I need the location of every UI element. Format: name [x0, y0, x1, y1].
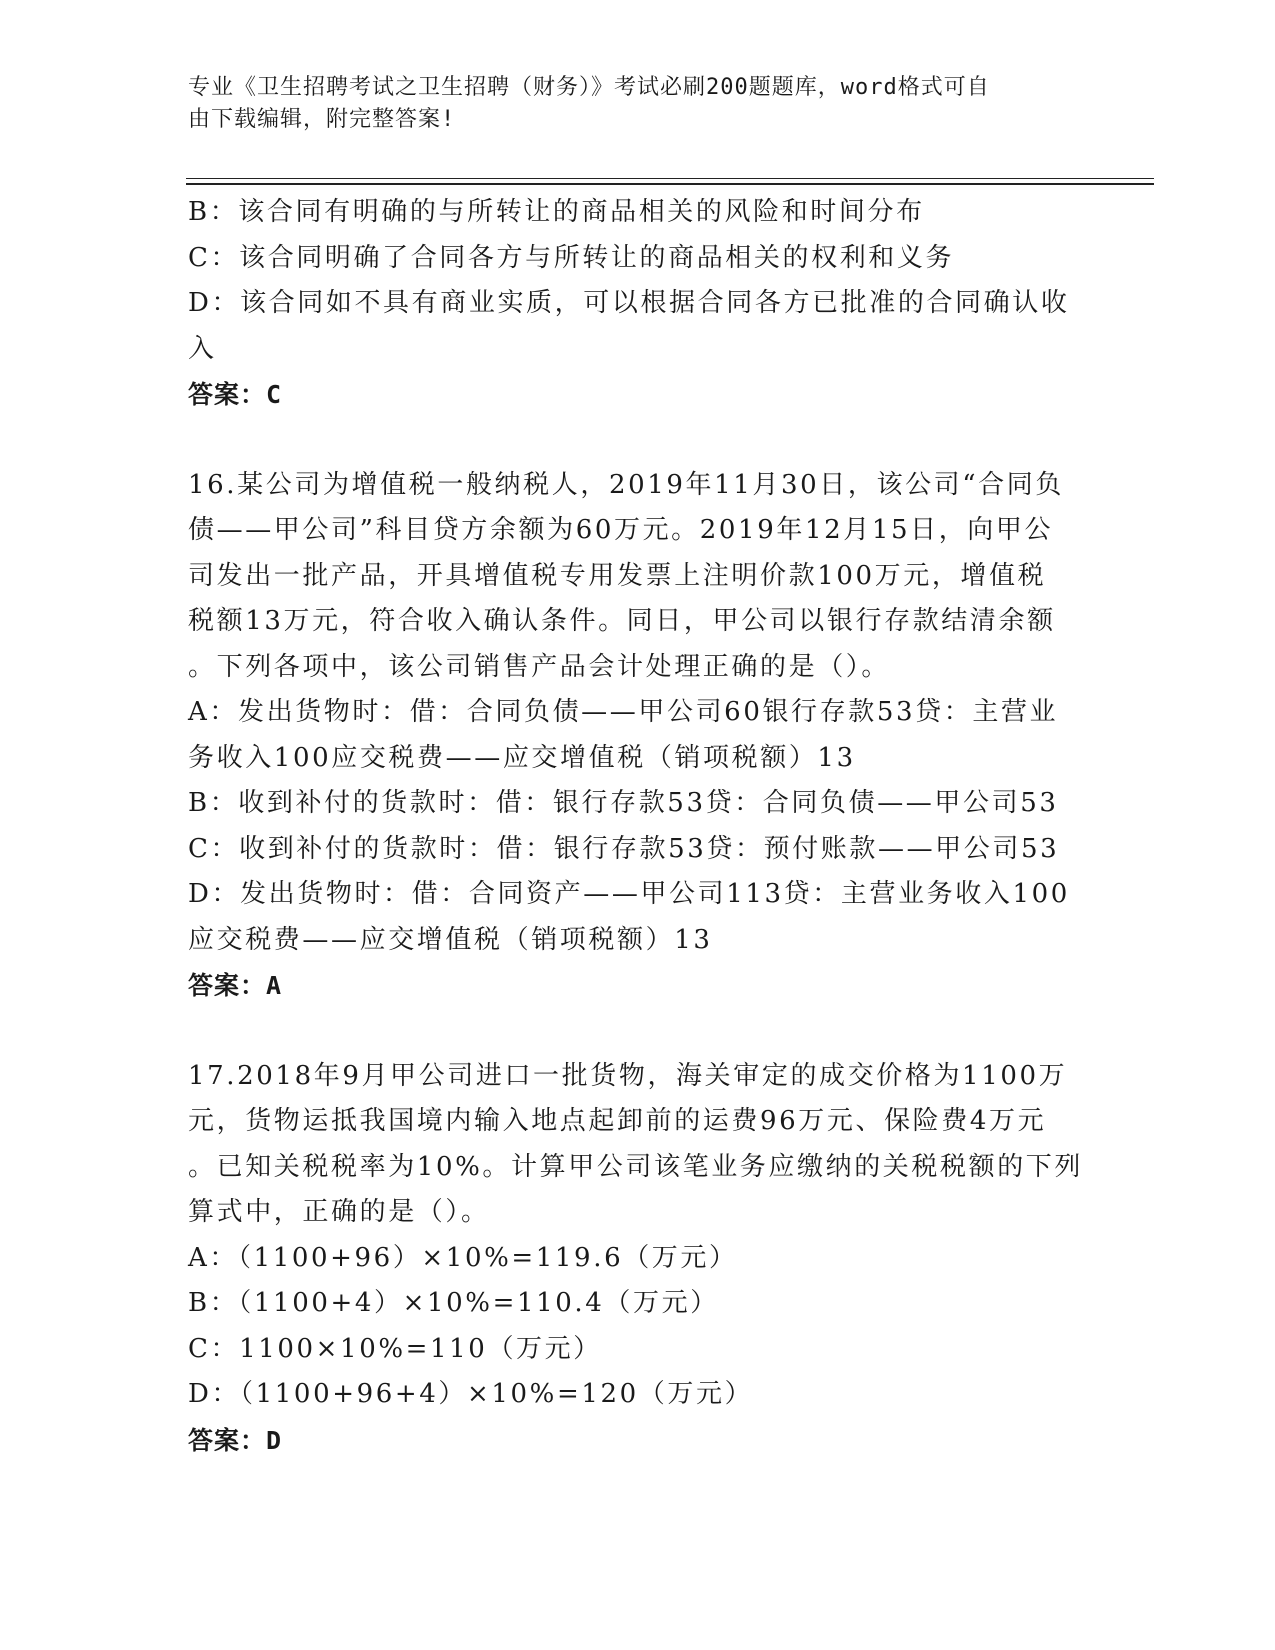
header-rule-thick — [186, 183, 1154, 185]
q17-option-d: D：（1100+96+4）×10%=120（万元） — [188, 1379, 754, 1409]
q17-stem-line-2: 元，货物运抵我国境内输入地点起卸前的运费96万元、保险费4万元 — [188, 1106, 1047, 1136]
q16-stem-line-5: 。下列各项中，该公司销售产品会计处理正确的是（）。 — [188, 651, 891, 682]
q16-stem-line-3: 司发出一批产品，开具增值税专用发票上注明价款100万元，增值税 — [188, 560, 1047, 591]
q15-option-c: C：该合同明确了合同各方与所转让的商品相关的权利和义务 — [188, 242, 955, 273]
q17-stem-line-1: 17.2018年9月甲公司进口一批货物，海关审定的成交价格为1100万 — [188, 1060, 1068, 1091]
q16-option-d-line-1: D：发出货物时：借：合同资产——甲公司113贷：主营业务收入100 — [188, 879, 1070, 909]
q17-answer: 答案：D — [188, 1425, 283, 1455]
header-line-1: 专业《卫生招聘考试之卫生招聘（财务）》考试必刷200题题库，word格式可自 — [188, 75, 990, 100]
q15-option-d-line-1: D：该合同如不具有商业实质，可以根据合同各方已批准的合同确认收 — [188, 288, 1070, 318]
header-line-2: 由下载编辑，附完整答案! — [188, 107, 456, 132]
q16-option-b: B：收到补付的货款时：借：银行存款53贷：合同负债——甲公司53 — [188, 788, 1059, 818]
q17-option-c: C：1100×10%=110（万元） — [188, 1333, 602, 1364]
document-header — [188, 72, 1088, 136]
q16-option-a-line-2: 务收入100应交税费——应交增值税（销项税额）13 — [188, 742, 856, 773]
q16-option-d-line-2: 应交税费——应交增值税（销项税额）13 — [188, 924, 713, 955]
question-15 — [188, 190, 1088, 418]
q16-stem-line-1: 16.某公司为增值税一般纳税人，2019年11月30日，该公司“合同负 — [188, 469, 1064, 500]
q15-option-b: B：该合同有明确的与所转让的商品相关的风险和时间分布 — [188, 197, 925, 227]
q16-option-c: C：收到补付的货款时：借：银行存款53贷：预付账款——甲公司53 — [188, 833, 1060, 864]
q15-answer: 答案：C — [188, 380, 283, 409]
spacer — [188, 418, 1088, 463]
q17-option-a: A：（1100+96）×10%=119.6（万元） — [188, 1242, 738, 1273]
q17-stem-line-3: 。已知关税税率为10%。计算甲公司该笔业务应缴纳的关税税额的下列 — [188, 1151, 1083, 1182]
q16-option-a-line-1: A：发出货物时：借：合同负债——甲公司60银行存款53贷：主营业 — [188, 697, 1059, 727]
q17-option-b: B：（1100+4）×10%=110.4（万元） — [188, 1288, 719, 1318]
q16-stem-line-4: 税额13万元，符合收入确认条件。同日，甲公司以银行存款结清余额 — [188, 606, 1056, 636]
question-17 — [188, 1054, 1088, 1464]
spacer — [188, 1009, 1088, 1054]
q15-option-d-line-2: 入 — [188, 333, 217, 364]
header-rule-thin — [186, 178, 1154, 179]
q17-stem-line-4: 算式中，正确的是（）。 — [188, 1197, 490, 1227]
question-16 — [188, 463, 1088, 1009]
q16-answer: 答案：A — [188, 971, 283, 1000]
document-body — [188, 190, 1088, 1463]
q16-stem-line-2: 债——甲公司”科目贷方余额为60万元。2019年12月15日，向甲公 — [188, 515, 1054, 545]
